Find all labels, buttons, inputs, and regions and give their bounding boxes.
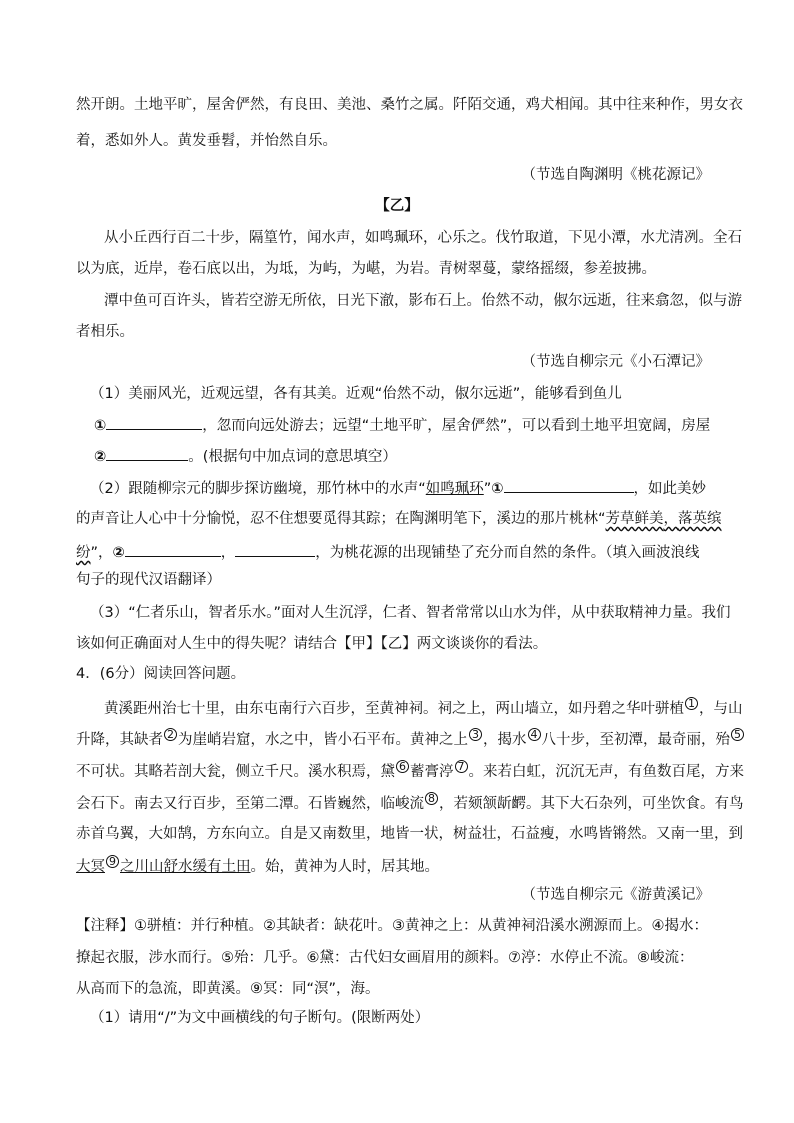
q4-p-line-1: [104, 697, 794, 719]
q2-line-2: [76, 509, 794, 529]
q4-1-prompt: （1）请用“/”为文中画横线的句子断句。(限断两处）: [90, 1010, 430, 1026]
note-mark-2: 2: [164, 728, 177, 741]
q4-underlined-sentence: [76, 855, 251, 875]
q1-blank-2-number: ②: [94, 449, 107, 465]
q4-p-line-2: [76, 728, 794, 750]
q1-blank-1-number: ①: [94, 418, 107, 434]
q2-text-a: （2）跟随柳宗元的脚步探访幽境，那竹林中的水声“: [90, 481, 426, 497]
q4-text-p3c: 。来若白虹，沉沉无声，有鱼数百尾，方来: [468, 763, 744, 780]
note-mark-4: 4: [528, 728, 541, 741]
q2-blank-1-number: ①: [491, 481, 504, 497]
notes-line-2: 撩起衣服，涉水而行。⑤殆：几乎。⑥黛：古代妇女画眉用的颜料。⑦渟：水停止不流。⑧峻流：: [76, 950, 694, 966]
yi-p1-line-2: 以为底，近岸，卷石底以出，为坻，为屿，为嵁，为岩。青树翠蔓，蒙络摇缀，参差披拂。: [76, 261, 656, 277]
q2-text-b: ，如此美妙: [633, 481, 707, 497]
note-mark-8: 8: [425, 792, 438, 805]
q4-text-p3a: 不可状。其略若剖大瓮，侧立千尺。溪水积焉，黛: [76, 763, 395, 780]
top-line-1: 然开朗。土地平旷，屋舍俨然，有良田、美池、桑竹之属。阡陌交通，鸡犬相闻。其中往来种作，男女衣: [76, 97, 743, 113]
note-mark-5: 5: [731, 728, 744, 741]
notes-line-1: 【注释】①骈植：并行种植。②其缺者：缺花叶。③黄神之上：从黄神祠沿溪水溯源而上。④揭水：: [76, 918, 708, 934]
q2-line-3: [76, 541, 794, 563]
yi-p2-line-2: 者相乐。: [76, 324, 134, 340]
q1-line-3-text: 。(根据句中加点词的意思填空）: [188, 449, 397, 465]
q4-text-p2c: ，揭水: [483, 731, 527, 748]
q2-line-4: 句子的现代汉语翻译）: [76, 572, 221, 588]
q2-text-c: 的声音让人心中十分愉悦，忍不住想要觅得其踪；在陶渊明笔下，溪边的那片桃林“: [76, 511, 606, 527]
section-heading-yi: 【乙】: [375, 198, 419, 214]
source-taohuayuan: （节选自陶渊明《桃花源记》: [521, 167, 710, 183]
q2-text-d2: ”，: [90, 545, 113, 561]
top-line-2: 着，悉如外人。黄发垂髫，并怡然自乐。: [76, 133, 337, 149]
q3-line-1: （3）“仁者乐山，智者乐水。”面对人生沉浮，仁者、智者常常以山水为伴，从中获取精神力量。我们: [90, 605, 731, 621]
yi-p2-line-1: 潭中鱼可百许头，皆若空游无所依，日光下澈，影布石上。佁然不动，俶尔远逝，往来翕忽，似与游: [104, 293, 742, 309]
q1-line-2: [94, 414, 794, 436]
q4-text-p2b: 为崖峭岩窟，水之中，皆小石平布。黄神之上: [178, 731, 468, 748]
q4-text-p4b: ，若颏颔龂齶。其下大石杂列，可坐饮食。有鸟: [439, 795, 744, 812]
source-xiaoshitan: （节选自柳宗元《小石潭记》: [521, 354, 710, 370]
q2-quote-1: 如鸣珮环: [425, 481, 484, 497]
q2-quote-2c: 纷: [76, 545, 91, 561]
q1-line-2-text: ，忽而向远处游去；远望“土地平旷，屋舍俨然”，可以看到土地平坦宽阔，房屋: [202, 418, 711, 434]
q2-quote-2b: 落英缤: [678, 511, 722, 527]
q2-blank-2-number: ②: [112, 545, 125, 561]
q4-text-p4a: 会石下。南去又行百步，至第二潭。石皆巍然，临峻流: [76, 795, 424, 812]
q4-text-p1: 黄溪距州治七十里，由东屯南行六百步，至黄神祠。祠之上，两山墙立，如丹碧之华叶骈植: [104, 700, 684, 717]
q2-text-e2: ，为桃花源的出现铺垫了充分而自然的条件。（填入画波浪线: [315, 545, 700, 561]
q1-line-3: [94, 445, 794, 467]
q4-text-p2d: 八十步，至初潭，最奇丽，殆: [541, 731, 730, 748]
q4-text-p6a: 大冥: [76, 858, 105, 875]
q2-blank-1[interactable]: [504, 477, 634, 493]
q2-blank-2[interactable]: [125, 541, 221, 557]
q4-p-line-6: [76, 855, 794, 877]
q4-text-p3b: 蓄膏渟: [410, 763, 454, 780]
note-mark-7: 7: [455, 760, 468, 773]
q2-text-e1: ，: [220, 545, 236, 561]
q2-blank-3[interactable]: [235, 541, 315, 557]
note-mark-1: 1: [685, 697, 698, 710]
q4-p-line-4: [76, 792, 794, 814]
q1-blank-2[interactable]: [106, 445, 188, 461]
q2-comma: ，: [663, 511, 679, 527]
notes-line-3: 从高而下的急流，即黄溪。⑨冥：同“溟”，海。: [76, 981, 380, 997]
source-huangxi: （节选自柳宗元《游黄溪记》: [521, 887, 710, 903]
q3-line-2: 该如何正确面对人生中的得失呢？请结合【甲】【乙】两文谈谈你的看法。: [76, 636, 548, 652]
q4-text-p6c: 。始，黄神为人时，居其地。: [250, 858, 439, 875]
note-mark-9: 9: [106, 855, 119, 868]
note-mark-6: 6: [396, 760, 409, 773]
q4-text-p6b: 之川山舒水缓有土田: [120, 858, 251, 875]
q4-text-p1b: ，与山: [699, 700, 743, 717]
q2-text-a2: ”: [483, 481, 492, 497]
yi-p1-line-1: 从小丘西行百二十步，隔篁竹，闻水声，如鸣珮环，心乐之。伐竹取道，下见小潭，水尤清冽。全石: [104, 230, 742, 246]
q4-p-line-3: [76, 760, 794, 782]
q4-p-line-5: 赤首乌翼，大如鹄，方东向立。自是又南数里，地皆一状，树益壮，石益瘦，水鸣皆锵然。又南一里，到: [76, 826, 743, 842]
q4-title: 4．(6分）阅读回答问题。: [76, 666, 246, 682]
q2-line-1: [90, 477, 794, 499]
q1-blank-1[interactable]: [106, 414, 202, 430]
note-mark-3: 3: [469, 728, 482, 741]
q4-text-p2a: 升降，其缺者: [76, 731, 163, 748]
q1-line-1: （1）美丽风光，近观远望，各有其美。近观“佁然不动，俶尔远逝”，能够看到鱼儿: [90, 386, 622, 402]
q2-quote-2a: 芳草鲜美: [605, 511, 664, 527]
